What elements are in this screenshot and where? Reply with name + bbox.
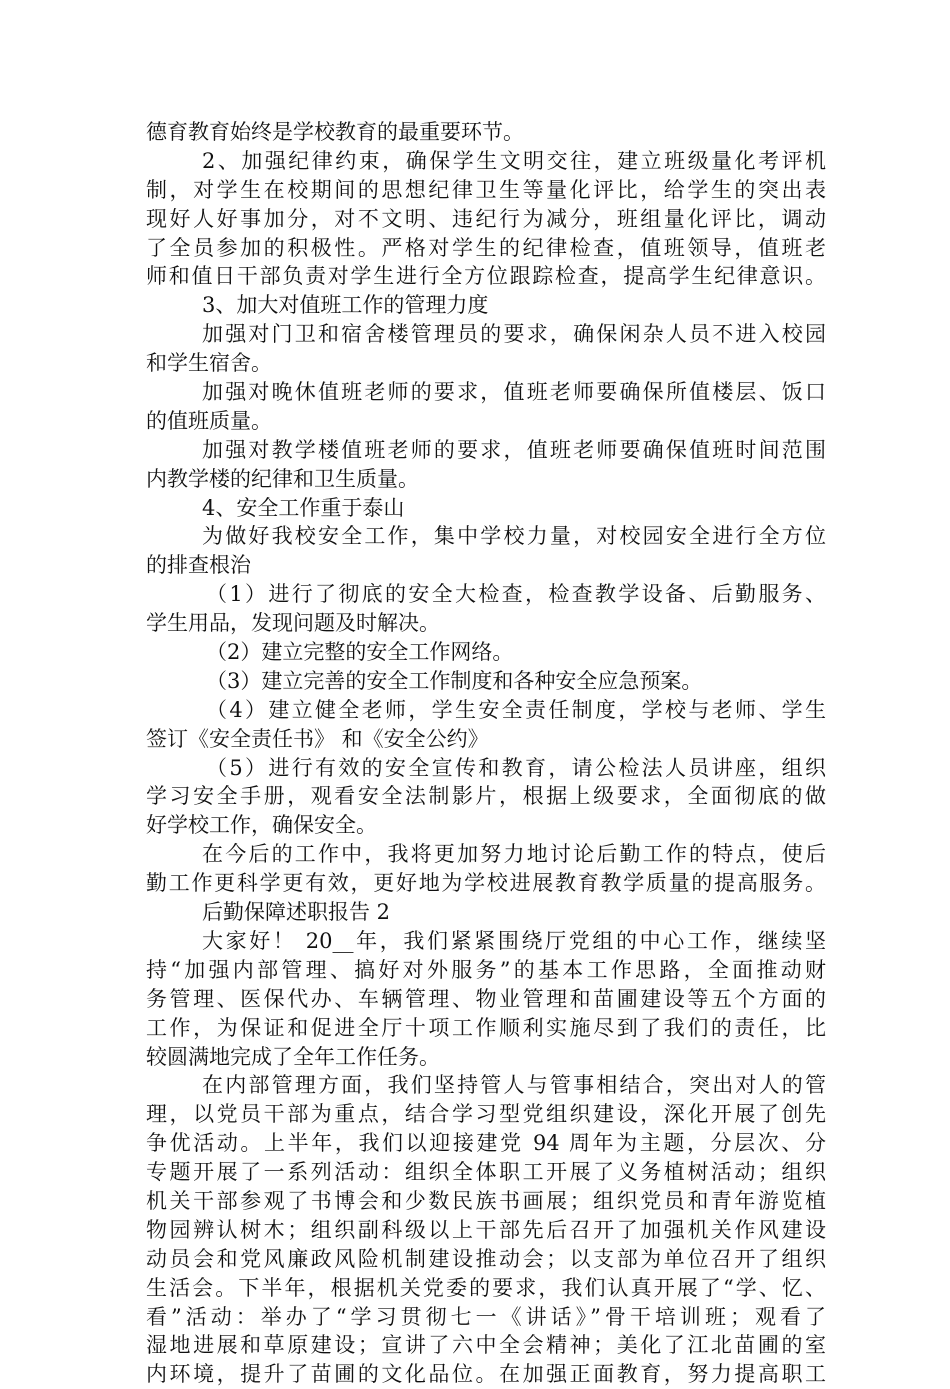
- text-line: 3、加大对值班工作的管理力度: [202, 293, 489, 318]
- text-line: 和学生宿舍。: [146, 351, 272, 376]
- text-line: （3）建立完善的安全工作制度和各种安全应急预案。: [206, 668, 703, 693]
- text-line: 加强对教学楼值班老师的要求，值班老师要确保值班时间范围: [202, 437, 826, 462]
- text-line: 好学校工作，确保安全。: [146, 813, 377, 838]
- text-line: 加强对晚休值班老师的要求，值班老师要确保所值楼层、饭口: [202, 380, 826, 405]
- text-line: 机关干部参观了书博会和少数民族书画展；组织党员和青年游览植: [146, 1188, 826, 1213]
- text-line: 学习安全手册，观看安全法制影片，根据上级要求，全面彻底的做: [146, 784, 826, 809]
- text-line: 4、安全工作重于泰山: [202, 495, 405, 520]
- text-line: （4）建立健全老师，学生安全责任制度，学校与老师、学生: [206, 697, 826, 722]
- text-line: 动员会和党风廉政风险机制建设推动会；以支部为单位召开了组织: [146, 1246, 826, 1271]
- text-line: 在今后的工作中，我将更加努力地讨论后勤工作的特点，使后: [202, 842, 826, 867]
- text-line: 争优活动。上半年，我们以迎接建党 94 周年为主题，分层次、分: [146, 1131, 826, 1156]
- text-line: 大家好！ 20__年，我们紧紧围绕厅党组的中心工作，继续坚: [202, 928, 826, 953]
- text-line: （1）进行了彻底的安全大检查，检查教学设备、后勤服务、: [206, 582, 826, 607]
- text-line: 湿地进展和草原建设；宣讲了六中全会精神；美化了江北苗圃的室: [146, 1333, 826, 1358]
- text-line: 的值班质量。: [146, 408, 272, 433]
- text-line: （5）进行有效的安全宣传和教育，请公检法人员讲座，组织: [206, 755, 826, 780]
- text-line: 专题开展了一系列活动：组织全体职工开展了义务植树活动；组织: [146, 1160, 826, 1185]
- text-line: 现好人好事加分，对不文明、违纪行为减分，班组量化评比，调动: [146, 206, 826, 231]
- text-line: 工作，为保证和促进全厅十项工作顺利实施尽到了我们的责任，比: [146, 1015, 826, 1040]
- text-line: 持“加强内部管理、搞好对外服务”的基本工作思路，全面推动财: [146, 957, 826, 982]
- text-line: 理，以党员干部为重点，结合学习型党组织建设，深化开展了创先: [146, 1102, 826, 1127]
- document-body: [146, 118, 826, 1389]
- text-line: 较圆满地完成了全年工作任务。: [146, 1044, 440, 1069]
- text-line: 勤工作更科学更有效，更好地为学校进展教育教学质量的提高服务。: [146, 871, 826, 896]
- text-line: 制，对学生在校期间的思想纪律卫生等量化评比，给学生的突出表: [146, 177, 826, 202]
- text-line: 在内部管理方面，我们坚持管人与管事相结合，突出对人的管: [202, 1073, 826, 1098]
- text-line: 学生用品，发现问题及时解决。: [146, 611, 440, 636]
- text-line: 为做好我校安全工作，集中学校力量，对校园安全进行全方位: [202, 524, 826, 549]
- text-line: 德育教育始终是学校教育的最重要环节。: [146, 120, 524, 144]
- text-line: 2、加强纪律约束，确保学生文明交往，建立班级量化考评机: [202, 148, 826, 173]
- text-line: 内教学楼的纪律和卫生质量。: [146, 466, 419, 491]
- text-line: 看”活动：举办了“学习贯彻七一《讲话》”骨干培训班；观看了: [146, 1304, 826, 1329]
- text-line: （2）建立完整的安全工作网络。: [206, 640, 514, 665]
- text-line: 后勤保障述职报告 2: [202, 900, 391, 925]
- text-line: 了全员参加的积极性。严格对学生的纪律检查，值班领导，值班老: [146, 235, 826, 260]
- text-line: 的排查根治: [146, 553, 251, 578]
- text-line: 签订《安全责任书》 和《安全公约》: [146, 726, 489, 751]
- text-line: 加强对门卫和宿舍楼管理员的要求，确保闲杂人员不进入校园: [202, 322, 826, 347]
- text-line: 物园辨认树木；组织副科级以上干部先后召开了加强机关作风建设: [146, 1217, 826, 1242]
- text-line: 务管理、医保代办、车辆管理、物业管理和苗圃建设等五个方面的: [146, 986, 826, 1011]
- text-line: 内环境，提升了苗圃的文化品位。在加强正面教育，努力提高职工: [146, 1362, 826, 1387]
- text-line: 生活会。下半年，根据机关党委的要求，我们认真开展了“学、忆、: [146, 1275, 826, 1300]
- text-line: 师和值日干部负责对学生进行全方位跟踪检查，提高学生纪律意识。: [146, 264, 826, 289]
